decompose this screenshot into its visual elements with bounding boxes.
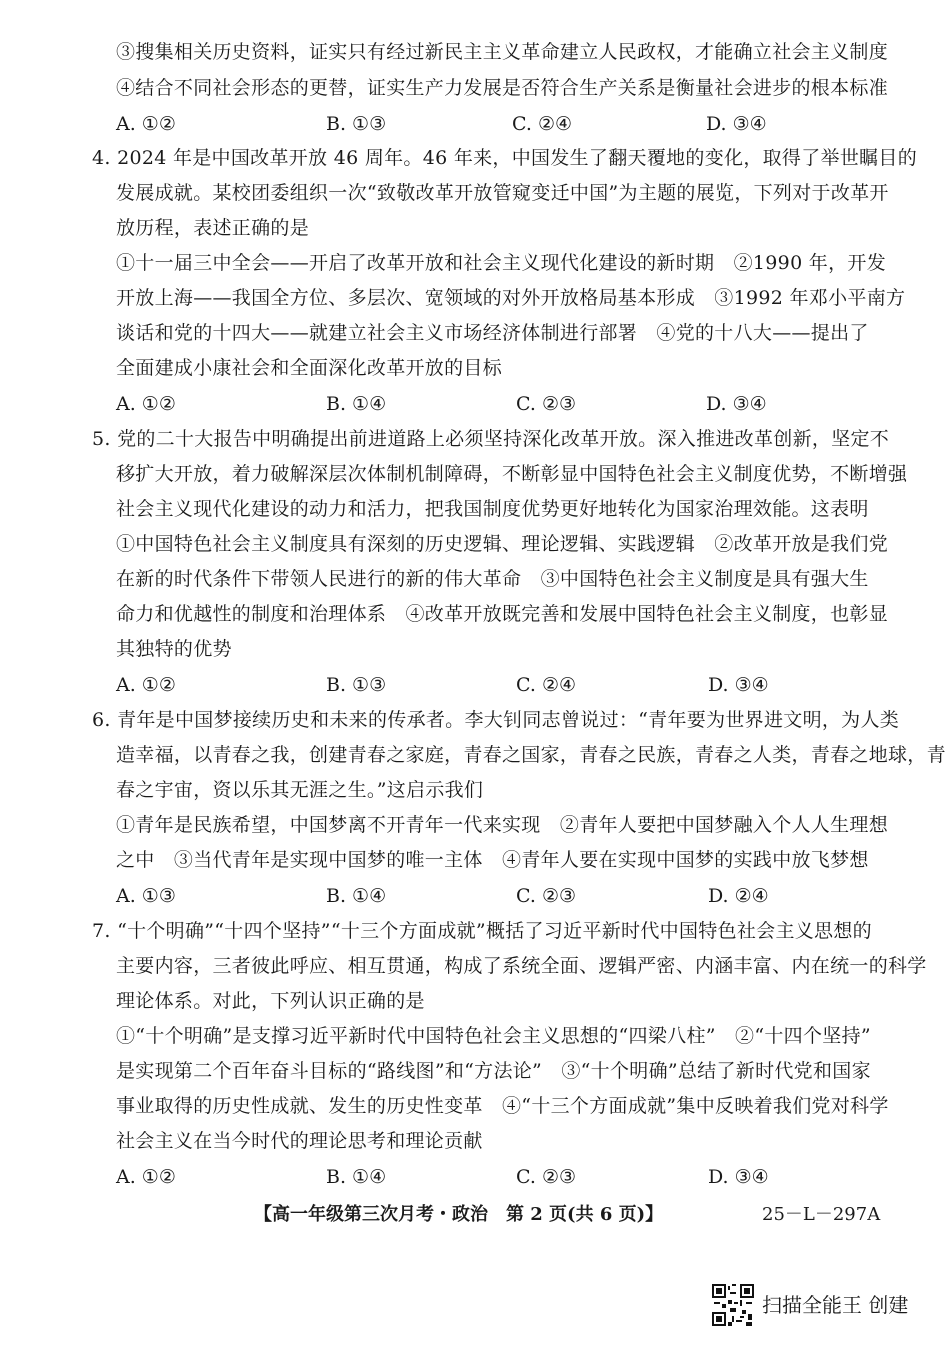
q6-stem-line-1: 6. 青年是中国梦接续历史和未来的传承者。李大钊同志曾说过：“青年要为世界进文明，为人类	[92, 709, 900, 731]
q7-stem-line-1: 7. “十个明确”“十四个坚持”“十三个方面成就”概括了习近平新时代中国特色社会主义思想的	[92, 920, 872, 942]
qr-code-icon	[712, 1284, 754, 1326]
page-footer-title: 【高一年级第三次月考・政治 第 2 页(共 6 页)】	[254, 1204, 664, 1225]
q4-option-b: B. ①④	[326, 393, 387, 415]
q7-option-d: D. ③④	[708, 1166, 769, 1188]
q5-statement-line-2: 在新的时代条件下带领人民进行的新的伟大革命 ③中国特色社会主义制度是具有强大生	[116, 568, 869, 590]
q3-option-b: B. ①③	[326, 113, 387, 135]
q4-option-d: D. ③④	[706, 393, 767, 415]
q7-statement-line-4: 社会主义在当今时代的理论思考和理论贡献	[116, 1130, 483, 1152]
q4-stem-line-3: 放历程，表述正确的是	[116, 217, 310, 239]
q5-stem-line-1: 5. 党的二十大报告中明确提出前进道路上必须坚持深化改革开放。深入推进改革创新，坚定不	[92, 428, 890, 450]
q7-option-a: A. ①②	[116, 1166, 176, 1188]
q5-stem-line-2: 移扩大开放，着力破解深层次体制机制障碍，不断彰显中国特色社会主义制度优势，不断增强	[116, 463, 908, 485]
q5-option-c: C. ②④	[516, 674, 577, 696]
q4-stem-line-2: 发展成就。某校团委组织一次“致敬改革开放管窥变迁中国”为主题的展览，下列对于改革开	[116, 182, 889, 204]
q4-statement-line-4: 全面建成小康社会和全面深化改革开放的目标	[116, 357, 503, 379]
q6-statement-line-2: 之中 ③当代青年是实现中国梦的唯一主体 ④青年人要在实现中国梦的实践中放飞梦想	[116, 849, 869, 871]
q6-option-c: C. ②③	[516, 885, 577, 907]
q5-statement-line-1: ①中国特色社会主义制度具有深刻的历史逻辑、理论逻辑、实践逻辑 ②改革开放是我们党	[116, 533, 889, 555]
q3-option-a: A. ①②	[116, 113, 176, 135]
q5-statement-line-4: 其独特的优势	[116, 638, 232, 660]
exam-code: 25－L－297A	[762, 1204, 881, 1225]
q5-option-b: B. ①③	[326, 674, 387, 696]
q5-option-d: D. ③④	[708, 674, 769, 696]
q3-option-c: C. ②④	[512, 113, 573, 135]
q4-option-a: A. ①②	[116, 393, 176, 415]
watermark-text: 扫描全能王 创建	[762, 1293, 909, 1317]
q3-option-d: D. ③④	[706, 113, 767, 135]
q6-stem-line-3: 春之宇宙，资以乐其无涯之生。”这启示我们	[116, 779, 484, 801]
q6-option-d: D. ②④	[708, 885, 769, 907]
q6-option-a: A. ①③	[116, 885, 176, 907]
q7-option-c: C. ②③	[516, 1166, 577, 1188]
q6-option-b: B. ①④	[326, 885, 387, 907]
q4-stem-line-1: 4. 2024 年是中国改革开放 46 周年。46 年来，中国发生了翻天覆地的变化，取得了举世瞩目的	[92, 147, 918, 169]
q7-statement-line-3: 事业取得的历史性成就、发生的历史性变革 ④“十三个方面成就”集中反映着我们党对科学	[116, 1095, 889, 1117]
q3-statement-4: ④结合不同社会形态的更替，证实生产力发展是否符合生产关系是衡量社会进步的根本标准	[116, 77, 889, 99]
q5-option-a: A. ①②	[116, 674, 176, 696]
q7-option-b: B. ①④	[326, 1166, 387, 1188]
q5-stem-line-3: 社会主义现代化建设的动力和活力，把我国制度优势更好地转化为国家治理效能。这表明	[116, 498, 869, 520]
scanner-watermark	[712, 1282, 934, 1328]
q7-stem-line-3: 理论体系。对此，下列认识正确的是	[116, 990, 425, 1012]
q7-statement-line-2: 是实现第二个百年奋斗目标的“路线图”和“方法论” ③“十个明确”总结了新时代党和国家	[116, 1060, 871, 1082]
q3-statement-3: ③搜集相关历史资料，证实只有经过新民主主义革命建立人民政权，才能确立社会主义制度	[116, 41, 889, 63]
q7-statement-line-1: ①“十个明确”是支撑习近平新时代中国特色社会主义思想的“四梁八柱” ②“十四个坚持”	[116, 1025, 871, 1047]
q4-statement-line-1: ①十一届三中全会——开启了改革开放和社会主义现代化建设的新时期 ②1990 年，开发	[116, 252, 886, 274]
q5-statement-line-3: 命力和优越性的制度和治理体系 ④改革开放既完善和发展中国特色社会主义制度，也彰显	[116, 603, 889, 625]
q4-option-c: C. ②③	[516, 393, 577, 415]
q6-statement-line-1: ①青年是民族希望，中国梦离不开青年一代来实现 ②青年人要把中国梦融入个人人生理想	[116, 814, 889, 836]
q4-statement-line-3: 谈话和党的十四大——就建立社会主义市场经济体制进行部署 ④党的十八大——提出了	[116, 322, 869, 344]
q7-stem-line-2: 主要内容，三者彼此呼应、相互贯通，构成了系统全面、逻辑严密、内涵丰富、内在统一的科学	[116, 955, 927, 977]
q4-statement-line-2: 开放上海——我国全方位、多层次、宽领域的对外开放格局基本形成 ③1992 年邓小平南方	[116, 287, 906, 309]
q6-stem-line-2: 造幸福，以青春之我，创建青春之家庭，青春之国家，青春之民族，青春之人类，青春之地球，青	[116, 744, 946, 766]
